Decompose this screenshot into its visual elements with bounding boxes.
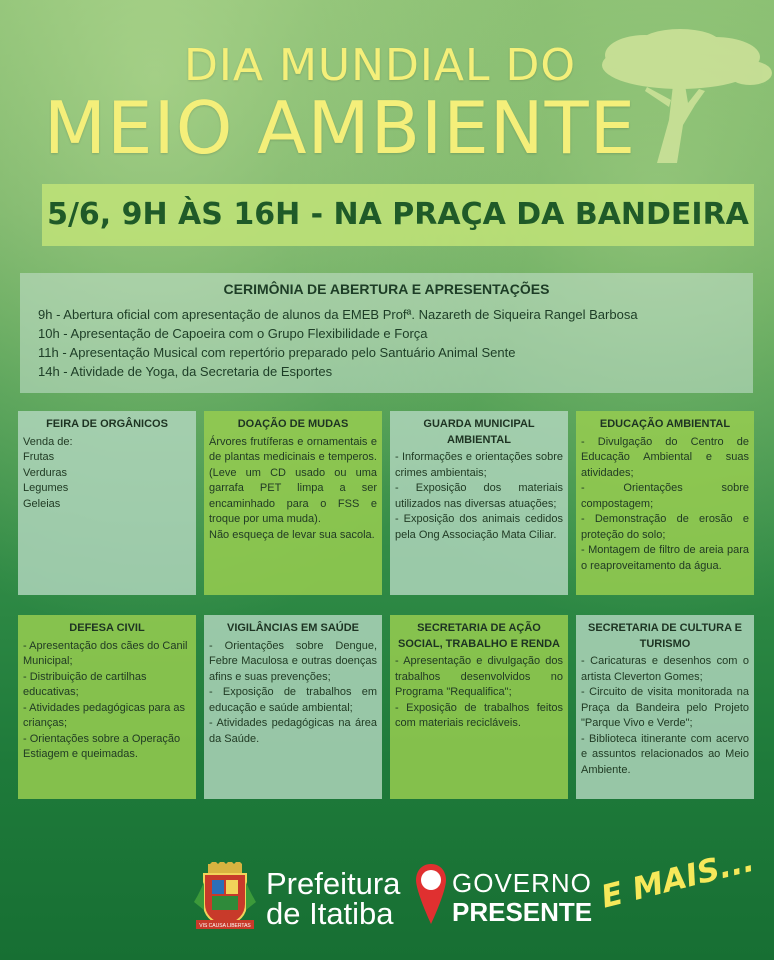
card-line: - Orientações sobre Dengue, Febre Maculosa e outras doenças afins e suas prevenções; [209,639,377,683]
title-line-2: MEIO AMBIENTE [43,86,637,170]
ceremony-item: 11h - Apresentação Musical com repertório preparado pelo Santuário Animal Sente [38,345,516,360]
card-line: - Orientações sobre a Operação Estiagem e queimadas. [23,732,181,760]
card-line: - Montagem de filtro de areia para o reaproveitamento da água. [581,544,749,572]
ceremony-item: 14h - Atividade de Yoga, da Secretaria de Esportes [38,364,333,379]
card-title: FEIRA DE ORGÂNICOS [46,418,168,430]
card-line: - Exposição de trabalhos feitos com materiais recicláveis. [395,701,563,729]
card-acao-social [390,615,568,799]
card-line: - Informações e orientações sobre crimes ambientais; [395,451,563,479]
card-line: - Biblioteca itinerante com acervo e assuntos relacionados ao Meio Ambiente. [581,732,749,776]
card-title: DOAÇÃO DE MUDAS [237,418,349,430]
ceremony-heading: CERIMÔNIA DE ABERTURA E APRESENTAÇÕES [223,281,550,297]
card-title: SECRETARIA DE CULTURA E TURISMO [588,622,742,650]
card-title: SECRETARIA DE AÇÃO SOCIAL, TRABALHO E RENDA [398,622,560,650]
governo-line-2: PRESENTE [452,897,593,927]
card-line: - Distribuição de cartilhas educativas; [23,670,147,698]
card-line: - Demonstração de erosão e proteção do solo; [581,513,749,541]
card-line: - Exposição dos animais cedidos pela Ong Associação Mata Ciliar. [395,513,563,541]
governo-line-1: GOVERNO [452,868,592,898]
card-line: - Exposição dos materiais utilizados nas diversas atuações; [395,482,563,510]
card-vigilancias-saude [204,615,382,799]
prefeitura-line-2: de Itatiba [266,896,394,931]
card-line: - Atividades pedagógicas para as crianças; [23,701,186,729]
location-pin-icon [414,862,448,926]
title-line-1: DIA MUNDIAL DO [184,40,576,91]
card-line: - Apresentação dos cães do Canil Municipal; [23,639,188,667]
card-line: Não esqueça de levar sua sacola. [209,528,375,541]
card-educacao-ambiental [576,411,754,595]
card-line: Venda de: [23,435,73,448]
ceremony-item: 10h - Apresentação de Capoeira com o Grupo Flexibilidade e Força [38,326,428,341]
e-mais-tagline: E MAIS... [597,842,758,916]
card-line: Legumes [23,482,69,494]
date-location-band: 5/6, 9H ÀS 16H - NA PRAÇA DA BANDEIRA [42,184,754,246]
ceremony-panel [20,273,753,393]
card-line: Frutas [23,451,55,463]
card-feira-organicos [18,411,196,595]
card-title: GUARDA MUNICIPAL AMBIENTAL [423,418,535,446]
card-line: - Atividades pedagógicas na área da Saúde. [209,717,377,745]
card-line: - Circuito de visita monitorada na Praça da Bandeira pelo Projeto "Parque Vivo e Verde"; [581,686,749,729]
card-guarda-municipal [390,411,568,595]
card-line: - Exposição de trabalhos em educação e saúde ambiental; [209,686,377,714]
card-title: VIGILÂNCIAS EM SAÚDE [226,622,359,634]
card-line: Geleias [23,497,61,510]
card-defesa-civil [18,615,196,799]
prefeitura-line-1: Prefeitura [266,866,401,901]
card-doacao-mudas [204,411,382,595]
card-line: - Apresentação e divulgação dos trabalhos desenvolvidos no Programa "Requalifica"; [395,655,563,698]
city-crest-icon [190,862,260,932]
card-title: EDUCAÇÃO AMBIENTAL [599,418,731,430]
card-line: - Caricaturas e desenhos com o artista Cleverton Gomes; [581,655,749,683]
card-line: - Divulgação do Centro de Educação Ambiental e suas atividades; [581,435,749,479]
ceremony-item: 9h - Abertura oficial com apresentação de alunos da EMEB Profª. Nazareth de Siqueira Rangel Barbosa [38,307,638,322]
card-line: Verduras [23,466,68,479]
card-line: - Orientações sobre compostagem; [581,482,749,510]
card-line: Árvores frutíferas e ornamentais e de plantas medicinais e temperos. (Leve um CD usado ou uma garrafa PET limpa a ser encaminhado para o FSS e troque por uma muda). [209,435,377,525]
crest-motto: VIS CAUSA LIBERTAS [199,923,251,929]
card-cultura-turismo [576,615,754,799]
card-title: DEFESA CIVIL [69,622,145,634]
